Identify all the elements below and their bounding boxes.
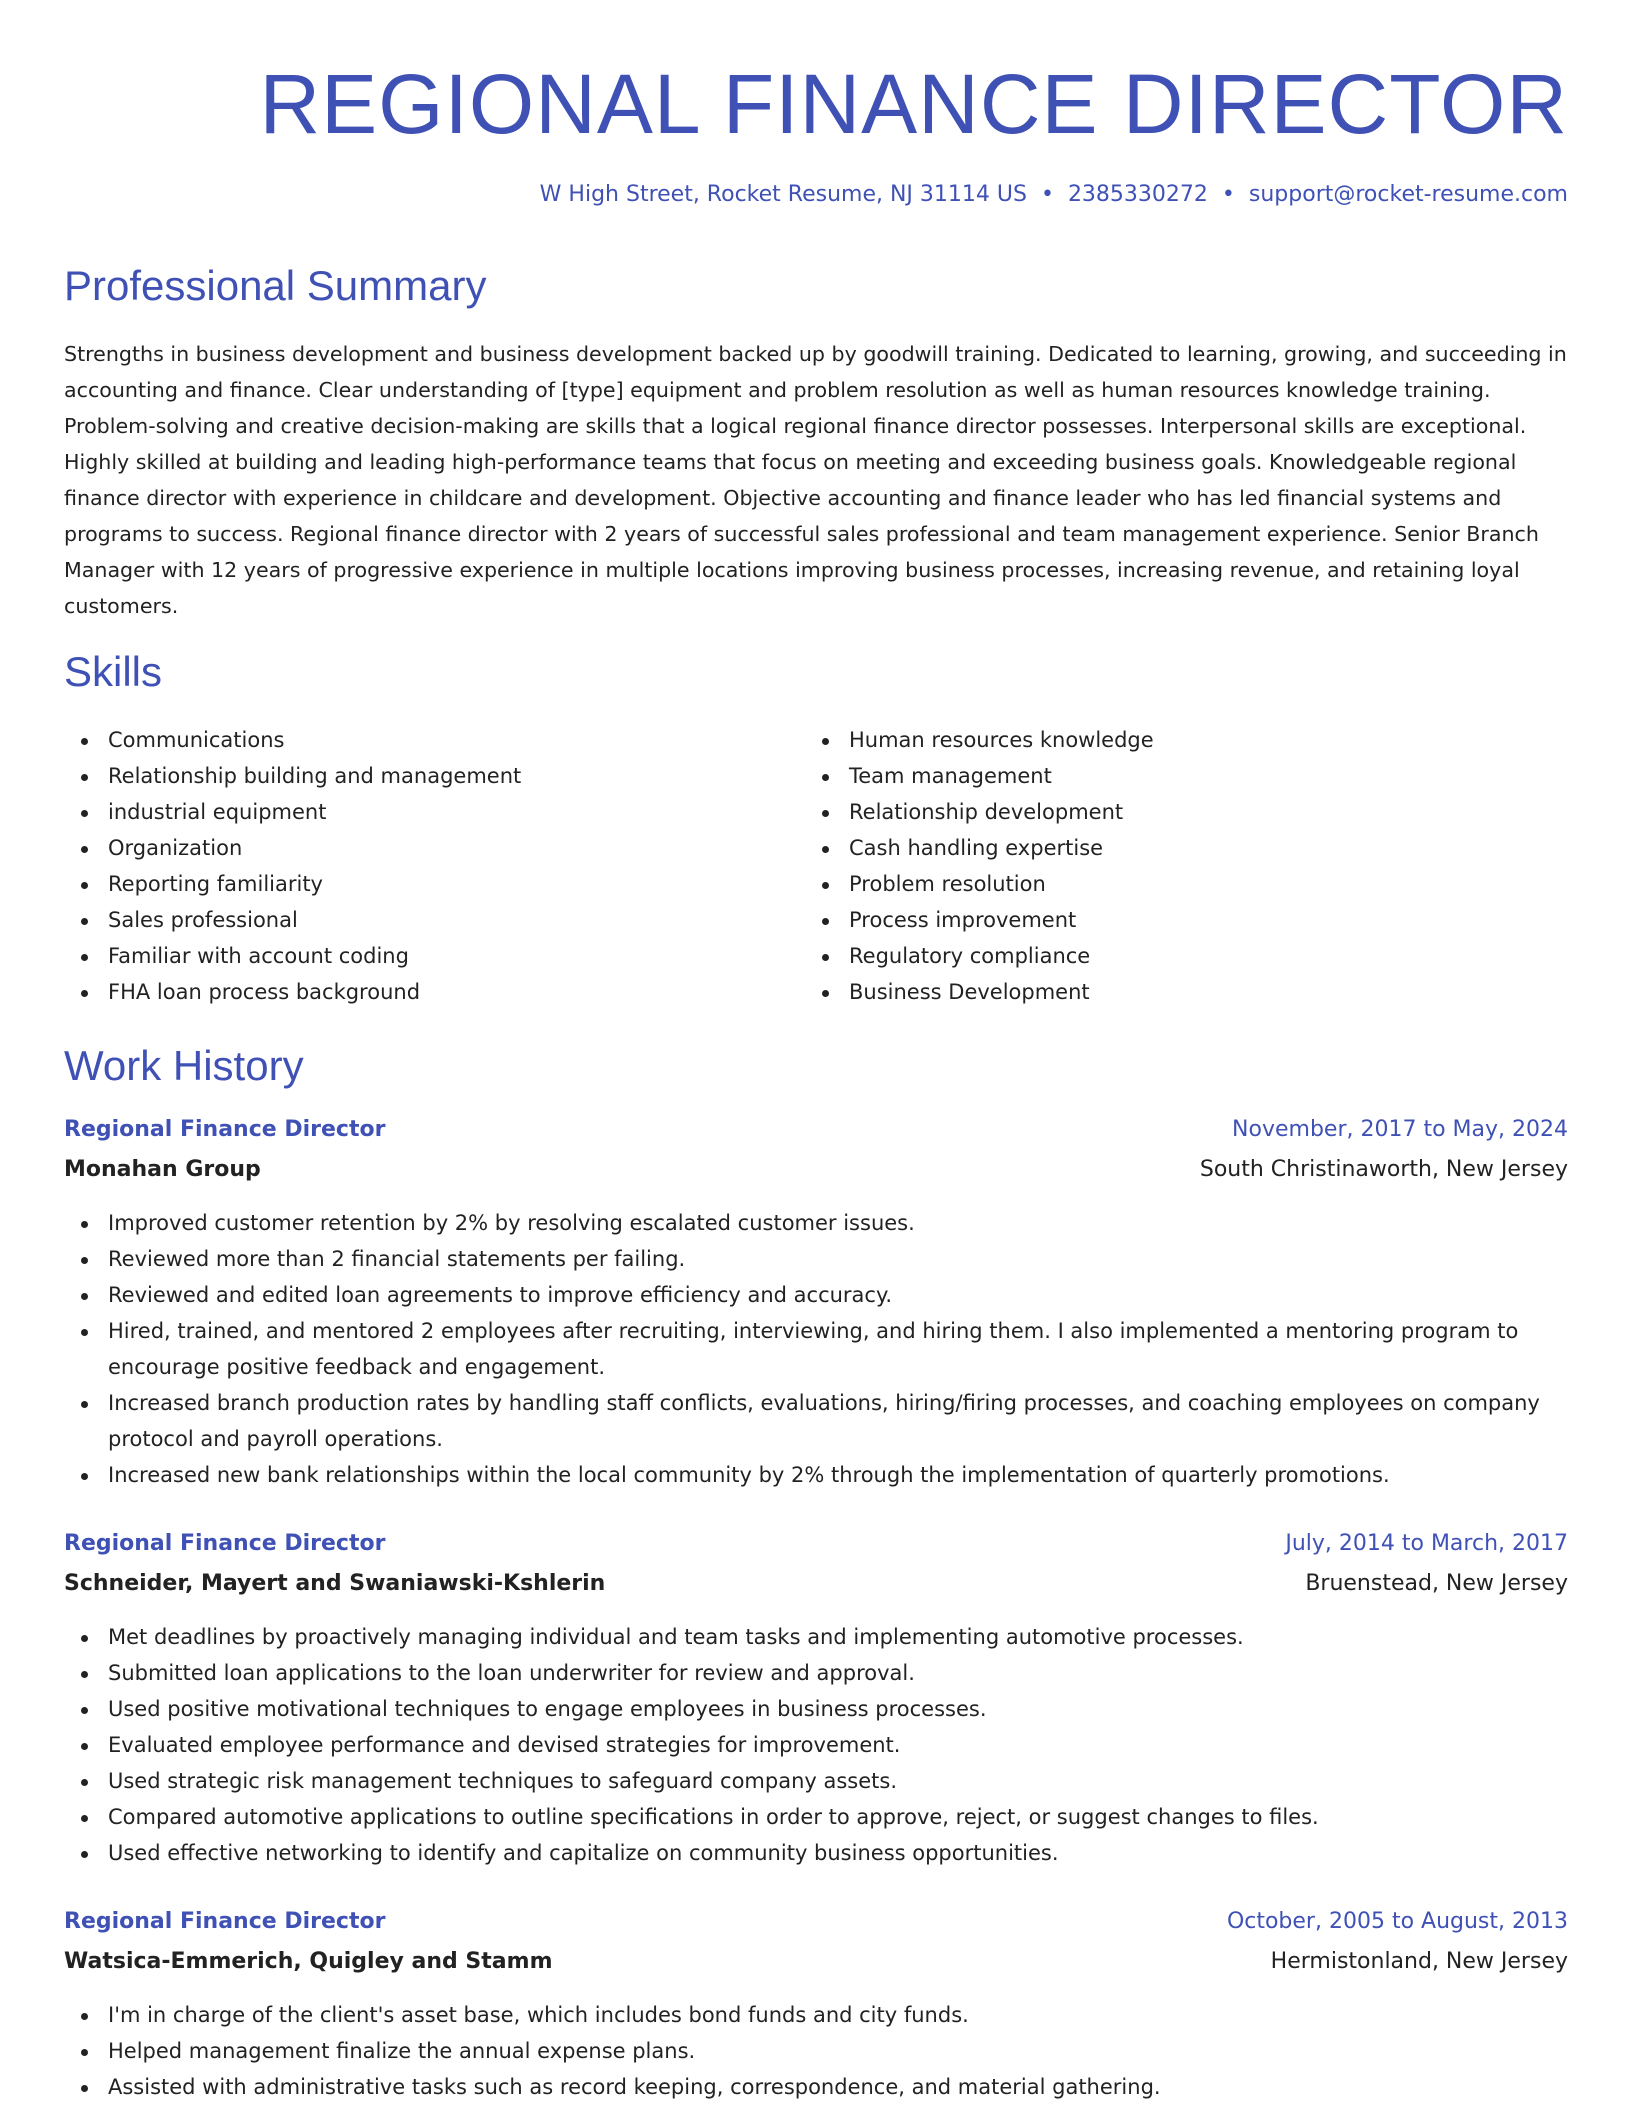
job-header: [64, 1529, 1568, 1569]
job-dates: October, 2005 to August, 2013: [1226, 1909, 1568, 1934]
contact-separator: •: [1221, 182, 1235, 207]
duty-item: Increased new bank relationships within the local community by 2% through the implementation of quarterly promotions.: [64, 1457, 1568, 1493]
duty-item: Increased branch production rates by handling staff conflicts, evaluations, hiring/firing processes, and coaching employees on company protocol and payroll operations.: [64, 1385, 1568, 1457]
job-duties: [64, 1619, 1568, 1871]
job-subheader: [64, 1947, 1568, 1987]
resume-title: REGIONAL FINANCE DIRECTOR: [259, 57, 1568, 151]
contact-email[interactable]: support@rocket-resume.com: [1248, 182, 1568, 207]
skill-item: Relationship building and management: [64, 758, 521, 794]
job-entry: [64, 1907, 1568, 2105]
duty-item: Reviewed and edited loan agreements to improve efficiency and accuracy.: [64, 1277, 1568, 1313]
job-duties: [64, 1205, 1568, 1493]
duty-item: Assisted with administrative tasks such as record keeping, correspondence, and material gathering.: [64, 2069, 1568, 2105]
skill-item: Reporting familiarity: [64, 866, 521, 902]
contact-phone: 2385330272: [1067, 182, 1208, 207]
skill-item: industrial equipment: [64, 794, 521, 830]
job-location: South Christinaworth, New Jersey: [1199, 1157, 1568, 1182]
job-entry: [64, 1529, 1568, 1871]
job-location: Bruenstead, New Jersey: [1305, 1571, 1568, 1596]
skill-item: Organization: [64, 830, 521, 866]
contact-line: [540, 180, 1568, 210]
skills-list-right: [805, 722, 1154, 1010]
job-title: Regional Finance Director: [64, 1909, 386, 1934]
skill-item: Business Development: [805, 974, 1154, 1010]
duty-item: Reviewed more than 2 financial statements per failing.: [64, 1241, 1568, 1277]
skill-item: Communications: [64, 722, 521, 758]
duty-item: Used strategic risk management techniques to safeguard company assets.: [64, 1763, 1568, 1799]
job-title: Regional Finance Director: [64, 1117, 386, 1142]
duty-item: Used effective networking to identify and capitalize on community business opportunities.: [64, 1835, 1568, 1871]
contact-separator: •: [1040, 182, 1054, 207]
duty-item: Evaluated employee performance and devised strategies for improvement.: [64, 1727, 1568, 1763]
skill-item: Process improvement: [805, 902, 1154, 938]
job-company: Schneider, Mayert and Swaniawski-Kshlerin: [64, 1571, 606, 1596]
skill-item: Team management: [805, 758, 1154, 794]
skill-item: Familiar with account coding: [64, 938, 521, 974]
job-dates: November, 2017 to May, 2024: [1232, 1117, 1568, 1142]
duty-item: Used positive motivational techniques to engage employees in business processes.: [64, 1691, 1568, 1727]
job-subheader: [64, 1569, 1568, 1609]
summary-heading: Professional Summary: [64, 262, 487, 309]
summary-text: Strengths in business development and business development backed up by goodwill training. Dedicated to learning, growing, and succeeding in accounting and finance. Clear understanding of [type] equipment and problem resolution as well as human resources knowledge training. Problem-solving and creative decision-making are skills that a logical regional finance director possesses. Interpersonal skills are exceptional. Highly skilled at building and leading high-performance teams that focus on meeting and exceeding business goals. Knowledgeable regional finance director with experience in childcare and development. Objective accounting and finance leader who has led financial systems and programs to success. Regional finance director with 2 years of successful sales professional and team management experience. Senior Branch Manager with 12 years of progressive experience in multiple locations improving business processes, increasing revenue, and retaining loyal customers.: [64, 342, 1567, 618]
job-dates: July, 2014 to March, 2017: [1285, 1531, 1568, 1556]
job-title: Regional Finance Director: [64, 1531, 386, 1556]
duty-item: Improved customer retention by 2% by resolving escalated customer issues.: [64, 1205, 1568, 1241]
duty-item: Compared automotive applications to outline specifications in order to approve, reject, or suggest changes to files.: [64, 1799, 1568, 1835]
contact-address: W High Street, Rocket Resume, NJ 31114 US: [539, 182, 1027, 207]
duty-item: I'm in charge of the client's asset base, which includes bond funds and city funds.: [64, 1997, 1568, 2033]
skill-item: Problem resolution: [805, 866, 1154, 902]
duty-item: Met deadlines by proactively managing individual and team tasks and implementing automotive processes.: [64, 1619, 1568, 1655]
skill-item: Human resources knowledge: [805, 722, 1154, 758]
skill-item: Sales professional: [64, 902, 521, 938]
duty-item: Helped management finalize the annual expense plans.: [64, 2033, 1568, 2069]
skill-item: Regulatory compliance: [805, 938, 1154, 974]
job-entry: [64, 1115, 1568, 1493]
job-subheader: [64, 1155, 1568, 1195]
duty-item: Submitted loan applications to the loan underwriter for review and approval.: [64, 1655, 1568, 1691]
skill-item: Relationship development: [805, 794, 1154, 830]
job-header: [64, 1907, 1568, 1947]
job-duties: [64, 1997, 1568, 2105]
work-history-heading: Work History: [64, 1042, 304, 1089]
skills-heading: Skills: [64, 648, 163, 695]
job-header: [64, 1115, 1568, 1155]
skill-item: FHA loan process background: [64, 974, 521, 1010]
skill-item: Cash handling expertise: [805, 830, 1154, 866]
job-location: Hermistonland, New Jersey: [1270, 1949, 1568, 1974]
job-company: Watsica-Emmerich, Quigley and Stamm: [64, 1949, 553, 1974]
skills-list-left: [64, 722, 521, 1010]
duty-item: Hired, trained, and mentored 2 employees after recruiting, interviewing, and hiring them. I also implemented a mentoring program to encourage positive feedback and engagement.: [64, 1313, 1568, 1385]
job-company: Monahan Group: [64, 1157, 261, 1182]
